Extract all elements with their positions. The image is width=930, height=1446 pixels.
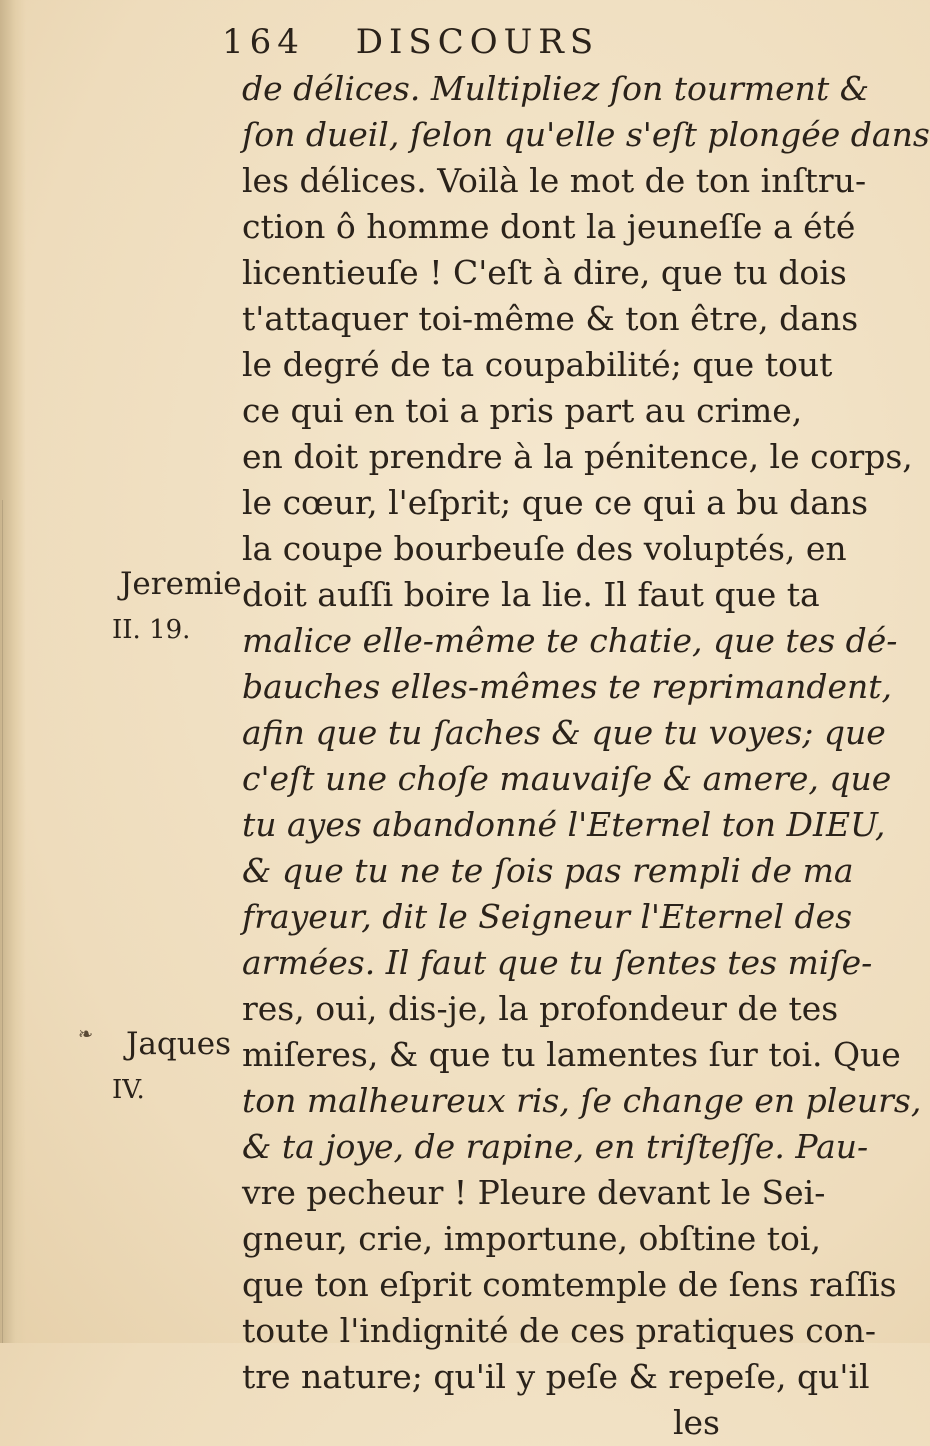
- text-line: afin que tu ſaches & que tu voyes; que: [242, 713, 886, 752]
- text-line: ce qui en toi a pris part au crime,: [242, 391, 803, 430]
- text-line: le degré de ta coupabilité; que tout: [242, 345, 833, 384]
- text-line: gneur, crie, importune, obſtine toi,: [242, 1219, 821, 1258]
- running-header: [222, 22, 782, 64]
- margin-note-jeremie: Jeremie: [120, 566, 242, 602]
- running-title: DISCOURS: [355, 22, 600, 62]
- text-line: les délices. Voilà le mot de ton inſtru-: [242, 161, 867, 200]
- text-line: ton malheureux ris, ſe change en pleurs,: [242, 1081, 922, 1120]
- margin-ref-jaques: IV.: [112, 1075, 145, 1105]
- stray-printer-mark: ❧: [78, 1024, 94, 1045]
- text-line: la coupe bourbeuſe des voluptés, en: [242, 529, 847, 568]
- text-line: malice elle-même te chatie, que tes dé-: [242, 621, 898, 660]
- text-line: vre pecheur ! Pleure devant le Sei-: [242, 1173, 826, 1212]
- text-line: de délices. Multipliez ſon tourment &: [242, 69, 870, 108]
- text-line: ſon dueil, ſelon qu'elle s'eſt plongée dans: [242, 115, 930, 154]
- text-line: c'eſt une choſe mauvaiſe & amere, que: [242, 759, 892, 798]
- text-line: les: [672, 1403, 720, 1442]
- text-line: & que tu ne te ſois pas rempli de ma: [242, 851, 854, 890]
- body-text: [242, 66, 930, 1446]
- text-line: licentieuſe ! C'eſt à dire, que tu dois: [242, 253, 847, 292]
- text-line: bauches elles-mêmes te reprimandent,: [242, 667, 892, 706]
- text-line: miſeres, & que tu lamentes ſur toi. Que: [242, 1035, 901, 1074]
- text-line: t'attaquer toi-même & ton être, dans: [242, 299, 859, 338]
- text-line: le cœur, l'eſprit; que ce qui a bu dans: [242, 483, 869, 522]
- text-line: doit auſſi boire la lie. Il faut que ta: [242, 575, 820, 614]
- text-line: armées. Il faut que tu ſentes tes miſe-: [242, 943, 873, 982]
- text-line: res, oui, dis-je, la profondeur de tes: [242, 989, 839, 1028]
- text-line: frayeur, dit le Seigneur l'Eternel des: [242, 897, 853, 936]
- margin-ref-jeremie: II. 19.: [112, 615, 191, 645]
- page-number: 164: [222, 22, 305, 62]
- text-line: toute l'indignité de ces pratiques con-: [242, 1311, 877, 1350]
- text-line: que ton eſprit comtemple de ſens raſſis: [242, 1265, 897, 1304]
- page-edge-lines: [2, 500, 5, 1343]
- text-line: tre nature; qu'il y peſe & repeſe, qu'il: [242, 1357, 870, 1396]
- text-line: en doit prendre à la pénitence, le corps,: [242, 437, 913, 476]
- margin-note-jaques: Jaques: [126, 1026, 231, 1062]
- text-line: tu ayes abandonné l'Eternel ton DIEU,: [242, 805, 886, 844]
- text-line: & ta joye, de rapine, en triſteſſe. Pau-: [242, 1127, 869, 1166]
- text-line: ction ô homme dont la jeuneſſe a été: [242, 207, 856, 246]
